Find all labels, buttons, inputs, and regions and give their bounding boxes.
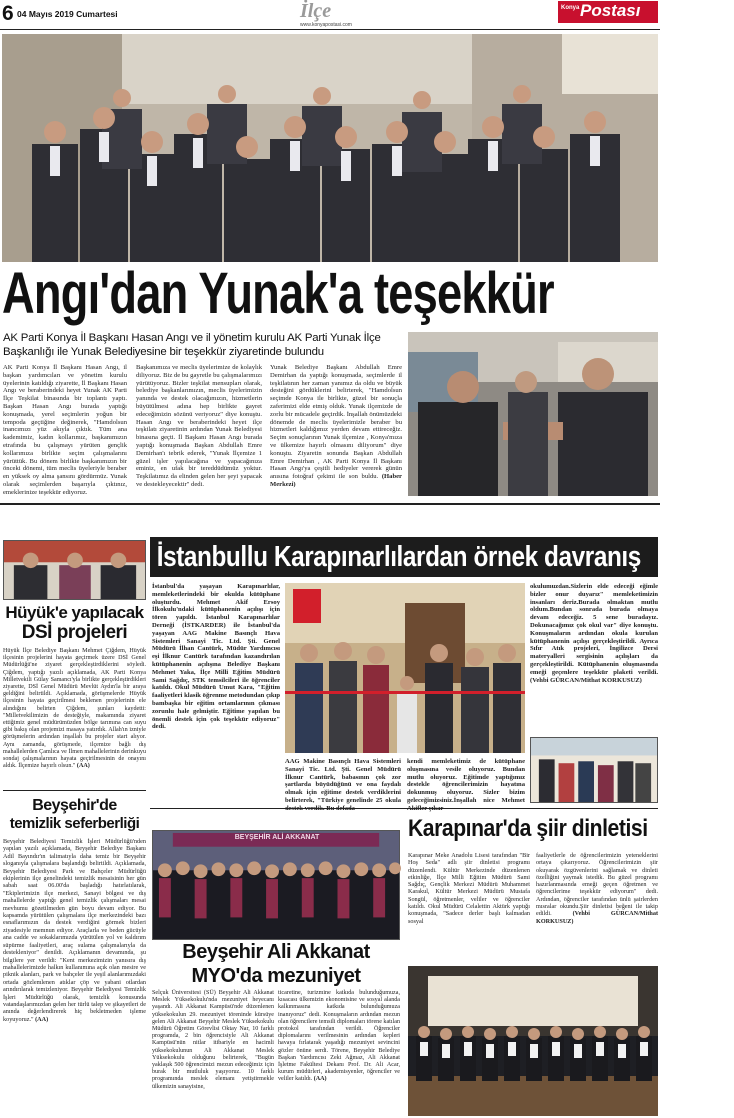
lead-column-3-body: Yunak Belediye Başkanı Abdullah Emre Demirhan da yaptığı konuşmada, seçimlerde il teşkilatının her zaman yanımız da oldu ve büyük desteğini gördüklerini belirterek, "Hamdolsun seçimde Konya ile birlikte, güzel bir sonuçla zaferimizi elde etmiş olduk. Yunak ilçemizde de zorlu bir mücadele geçirdik. İnşallah önümüzdeki dönemde de meclis üyelerimizle beraber bu hizmetleri kaldığımız yerden devam ettireceğiz. Seçim sonuçlarının Yunak ilçemize , Konya'mıza ve ülkemize hayırlı olmasını diliyorum" diye konuştu. Ziyaretin sonunda Başkan Abdullah Emre Demirhan , AK Parti Konya İl Başkanı Hasan Angı'ya çeşitli hediyeler vererek günün anısına fotoğraf çekimi ile son buldu.	[270, 364, 402, 481]
beysehir-byline: (AA)	[35, 1015, 49, 1023]
lead-column-1: AK Parti Konya İl Başkanı Hasan Angı, il başkan yardımcıları ve yönetim kurulu üyelerinin katıldığı ziyarette, İl Başkanı Hasan Angı ve beraberindeki heyet Yunak AK Parti İlçe Teşkilat binasında bir toplantı yaptı. Başkan Hasan Angı burada yaptığı konuşmada, yerel seçimlerin yoğun bir tempoda geçtiğine değinerek, "Hamdolsun inancımızı yüz akıyla çıktık. Tüm ana kademimiz, kadın kollarımız, başkanımızın etrafında bu çalışmayı yürüten gençlik kollarımıza birlikte seçim çalışmalarını yürüttük. Bu dönem birlikte başkanımızın bir önceki dönemi, tüm meclis üyeleriyle beraber en yüksek oy alma şansını gördürmüz. Yunak olarak seçimlerden başarıyla çıktınız, emeklerinize teşekkür ediyoruz.	[3, 364, 127, 496]
siir-column-1: Karapınar Meke Anadolu Lisesi tarafından "Bir Hoş Seda" adlı şiir dinletisi programı düzenlendi. Kültür Merkezinde düzenlenen etkinliğe, İlçe Milli Eğitim Müdürü Sami Sağdıç, Gençlik Merkezi Müdürü Muhammet Karakul, Kültür Merkezi Müdürü Mustafa Songül, öğretmenler, veliler ve öğrenciler katıldı. Okul Müdürü Celalettin Aktürk yaptığı konuşmada, "Sadece derler başlı kalmadan sosyal	[408, 852, 530, 925]
istanbul-column-2: AAG Makine Basınçlı Hava Sistemleri Sanayi Tic. Ltd. Şti. Genel Müdürü İlknur Cantürk, babasının çok zor şartlarda büyüdüğünü ve ona faydalı olmak için eğitime destek verdiklerini belirterek, "Türkiye genelinde 25 okula	[285, 758, 401, 804]
section-url: www.konyapostasi.com	[300, 22, 352, 28]
beysehir-headline	[3, 797, 146, 833]
siir-headline	[408, 812, 658, 848]
istanbul-headline: İstanbullu Karapınarlılardan örnek davranış	[156, 541, 641, 573]
istanbul-bottom-rule	[150, 808, 658, 809]
lead-column-3	[270, 364, 402, 496]
page-number: 6	[2, 2, 14, 25]
huyuk-body-content: Hüyük İlçe Belediye Başkanı Mehmet Çiğdem, Hüyük ilçesinin projelerini hayata geçirmek üzere DSİ Genel Müdürlüğü'ne ziyaret gerçekleştirdiklerini söyledi. Çiğdem, yaptığı yazılı açıklamada, AK Parti Konya Milletvekili Gülay Samancı'yla birlikte gerçekleştirdikleri ziyarette, DSİ Genel Müdürü Mevlüt Aydın'la bir araya geldiğini belirtildi. Açıklamada, görüşmelerde Hüyük ilçesinin hayata geçirilmesi beklenen projelerinin ele alındığını belirten Çiğdem, şunları kaydetti: "Milletvekilimizin de desteğiyle, makamında ziyaret ettiğimiz genel müdürümüzden bölge tarımına can suyu gibi bakış olan projemizi masaya yatırdık. Allah'ın izniyle görüşmelerin ardından inşallah bu projeler start alıyor. Aynı zamanda, görüşmede, ilçemize bağlı dış mahallelerden Çamlıca ve İlmen mahallelerinin derinkuyu sondaj çalışmalarının hayata geçirilmesinin de onayını aldık. İlçemize hayırlı olsun."	[3, 648, 146, 770]
beysehir-headline-line1: Beyşehir'de	[32, 797, 117, 814]
akkanat-column-2-body: ticaretine, turizmine katkıda bulunduğumuza, kısacası ülkemizin ekonomisine ve sosyal alanda kalkınmasına katkıda bulunduğumuza inanıyoruz" dedi. Konuşmaların ardından mezun olan öğrencilere temsili diplomaları törene katılan protokol tarafından verildi. Öğrenciler diplomalarını verilmesinin ardından kepleri havaya fırlatarak yaşadığı mezuniyet sevincini gözler önüne serdi. Törene, Beyşehir Belediye Başkan Yardımcısı Zeki Ağmaz, Ali Akkanat İşletme Fakültesi Dekanı Prof. Dr. Ali Acar, kurum müdürleri, akademisyenler, öğrenciler ve veliler katıldı.	[278, 990, 400, 1083]
akkanat-column-1: Selçuk Üniversitesi (SÜ) Beyşehir Ali Akkanat Meslek Yüksekokulu'nda mezuniyet heyecanı yaşandı. Ali Akkanat Kampüsü'nde düzenlenen yüksekokulun 29. mezuniyet töreninde kürsüye gelen Ali Akkanat Beyşehir Meslek Yüksekokulu Müdürü Öğretim Görevlisi Oktay Nar, 10 farklı programda, 2 bin öğrencisiyle Ali Akkanat Kampüsü'nün nitlar itibariyle en hacimli yüksekokulunun Ali Akkanat Meslek Yüksekokulu olduğunu belirterek, "Bugün yaklaşık 500 öğrencimizi mezun edeceğimiz için burak bir mutluluk yaşıyoruz. 10 farklı programında meslek elemanı yetiştirmekle ülkemizin sanayisine,	[152, 990, 274, 1090]
istanbul-column-4	[530, 583, 658, 735]
istanbul-column-4-body: okulumuzdan.Sizlerin elde edeceği eğimle bizler onur duyarız" memleketimizin insanları deriz.Burada olmaktan mutlu oldum.Bundan sonrada burada olmaya devam edeceğiz. 5 sene buradayız. Dokunacağımız çok okul var" diye konuştu. Konuşmaların ardından okula kurulan kütüphanenin açılışı gerçekleştirildi. Ayrıca Sıfır Atık projeleri, İngilizce Dersi materyalleri sergisinin açılışları da gerçekleştirildi. Kütüphanenin oluşmasında emeği geçenlere teşekkür plaketi verildi.	[530, 583, 658, 676]
lead-column-2: Başkanımıza ve meclis üyelerimize de kolaylık diliyoruz. Biz de bu gayretle bu çalışmalarımızı yürütüyoruz. Bizler teşkilat mensupları olarak, belediye başkanlarımızın, meclis üyelerimizin yanında ve destek olacağımızın, hizmetlerin büyütülmesi adına hep birlikte gayret edeceğimizin sözünü veriyoruz" diye konuştu. Hasan Angı ve beraberindeki heyet ilçe teşkilatı ziyaretinin ardından Yunak Belediyesi binasına geçti. İl Başkanı Hasan Angı burada yaptığı konuşmada Başkan Abdullah Emre Demirhan'ı tebrik ederek, "Yunak İlçemize 1 güzel işler yapılacağına ve yapacağınıza eminiz, en ufak bir tereddüdümüz yoktur. Teşkilatımız da elinden gelen her şeyi yapacak ve destekleyecektir" dedi.	[136, 364, 262, 488]
siir-stage-photo	[408, 966, 658, 1116]
lead-headline	[2, 262, 658, 326]
huyuk-headline	[3, 603, 146, 643]
istanbul-column-3: kendi memleketimiz de kütüphane oluşmasına vesile oluyoruz. Bundan mutlu oluyoruz. Eğitimde yaptığımız destekle öğrencilerimizin hayatına dokunmuş oluyoruz. Sizler bizim geleceğimizsiniz.İnşallah nice Mehmet	[407, 758, 525, 804]
akkanat-headline-line1: Beyşehir Ali Akkanat	[182, 941, 370, 963]
istanbul-ribbon-photo	[285, 583, 525, 753]
beysehir-headline-line2: temizlik seferberliği	[9, 815, 140, 832]
lead-headline-text: Angı'dan Yunak'a teşekkür	[2, 261, 554, 326]
beysehir-body-content: Beyşehir Belediyesi Temizlik İşleri Müdürlüğü'nden yapılan yazılı açıklamada, Beyşehir Belediye Başkanı Adil Bayındır'ın talimatıyla daha temiz bir Beyşehir sloganıyla çalışmalara başlandığı belirtildi. Açıklamada, Beyşehir Belediyesi Park ve Bahçeler Müdürlüğü ekiplerinin ilçe genelindeki temizlik mesaisinin her gün sabah saat 06.00'da başladığı hatırlatılarak, "Ekiplerimizin ilçe merkezi, Sanayi bölgesi ve dış mahallelerde yaptığı genel temizlik çalışmaları mesai mevhumu gözetilmeden gün boyu devam ediyor. Bu kapsamda yürütülen çalışmalara ilçe merkezindeki bazı esnaflarımızın da destek verdiğini görmek bizleri ziyadesiyle memnun ediyor. Araçlarla ve beden gücüyle ana cadde ve sokaklarımızda yürütülen yol ve kaldırım süpürme faaliyetleri, araç sulama çalışmalarıyla da destekleniyor" denildi. Açıklamanın devamında, şu bilgilere yer verildi: "Kent merkezimizin yanısıra dış mahallelerimizde halkın kullanımına açık olan mesire ve piknik alanları, park ve bahçeler ile yeşil alanlarımızdaki ortada gözlemlenen atıklar çöp ve yabani otlardan arındırılarak temizleniyor. Beyşehir Belediyesi Temizlik İşleri Müdürlüğü olarak, temizlik konusunda vatandaşlarımızdan gelen her türlü talep ve şikayetleri de anında değerlendirerek hiç bekletmeden işleme koyuyoruz."	[3, 838, 146, 1023]
lead-group-photo	[2, 34, 658, 262]
huyuk-byline: (AA)	[76, 763, 90, 770]
huyuk-headline-line1: Hüyük'e yapılacak	[5, 603, 144, 622]
akkanat-column-2-text	[278, 990, 400, 1084]
logo-prefix: Konya	[561, 5, 580, 11]
akkanat-photo-banner: BEYŞEHİR ALİ AKKANAT	[234, 834, 320, 841]
newspaper-logo	[558, 1, 658, 23]
akkanat-byline: (AA)	[313, 1076, 327, 1083]
issue-date: 04 Mayıs 2019 Cumartesi	[17, 9, 118, 19]
istanbul-classroom-photo	[530, 737, 658, 803]
section-title: İlçe	[300, 0, 332, 22]
istanbul-headline-band	[150, 537, 658, 577]
beysehir-body	[3, 838, 146, 1116]
lead-column-3-text	[270, 364, 402, 496]
lead-subhead: AK Parti Konya İl Başkanı Hasan Angı ve il yönetim kurulu AK Parti Yunak İlçe Başkanlığı ile Yunak Belediyesine bir teşekkür ziyaretinde bulundu	[3, 332, 381, 358]
beysehir-body-text	[3, 838, 146, 1023]
huyuk-body-text	[3, 648, 146, 770]
istanbul-column-4-text	[530, 583, 658, 684]
siir-column-2-body: faaliyetlerle de öğrencilerimizin yeteneklerini ortaya çıkarıyoruz. Öğrencilerimizin şiir okuyarak özgüvenlerini sağlamak ve dinleti özelliğini yaymak istedik. Bu güzel programı hazırlanmasında emeği geçen öğretmen ve öğrencilerime teşekkür ediyorum" dedi. Ardından, öğrenciler tarafından ünlü şairlerden mısralar okundu.Şiir dinletisi beğeni ile takip edildi.	[536, 852, 658, 918]
huyuk-rule	[3, 790, 146, 791]
akkanat-column-2	[278, 990, 400, 1116]
akkanat-graduation-photo	[152, 830, 400, 940]
huyuk-body	[3, 648, 146, 788]
lead-handshake-photo	[408, 332, 658, 496]
akkanat-headline-line2: MYO'da mezuniyet	[191, 965, 361, 987]
siir-column-2-text	[536, 852, 658, 925]
lead-bottom-rule	[0, 503, 660, 505]
huyuk-photo	[3, 540, 146, 600]
akkanat-headline	[152, 940, 400, 988]
istanbul-byline: (Vehbi GÜRCAN/Mithat KORKUSUZ)	[530, 676, 642, 684]
page-header	[0, 0, 660, 32]
siir-column-2	[536, 852, 658, 964]
istanbul-column-1: İstanbul'da yaşayan Karapınarlılar, memleketlerindeki bir okulda kütüphane oluşturdu. Mehmet Akif Ersoy İlkokulu'ndaki kütüphanenin açılışı için tören yapıldı. İstanbul Karapınarlılar Derneği (İSTKARDER) ile İstanbul'da yaşayan AAG Makine Basınçlı Hava Sistemleri Sanayi Tic. Ltd. Şti. Genel Müdürü İlhan Cantürk, Müdür Yardımcısı eşi İlknur Cantürk tarafından kazandırılan kütüphanenin açılışına Belediye Başkanı Mehmet Yaka, İlçe Milli Eğitim Müdürü Sami Sağdıç, STK temsilcileri ile öğrenciler katıldı. Okul Müdürü Umut Kara, "Eğitim faaliyetleri klasik öğrenme metodundan çıkıp bambaşka bir eğitim ortamlarının çıkması zorunlu hale gelmiştir. Eğitime yapılan bu önemli destek için çok teşekkür ediyoruz" dedi.	[152, 583, 280, 731]
siir-headline-text: Karapınar'da şiir dinletisi	[408, 815, 648, 842]
header-rule	[0, 29, 660, 30]
siir-byline: (Vehbi GÜRCAN/Mithat KORKUSUZ)	[536, 910, 658, 925]
logo-text: Postası	[580, 1, 641, 20]
huyuk-headline-line2: DSİ projeleri	[21, 622, 128, 643]
lead-byline: (Haber Merkezi)	[270, 473, 402, 488]
